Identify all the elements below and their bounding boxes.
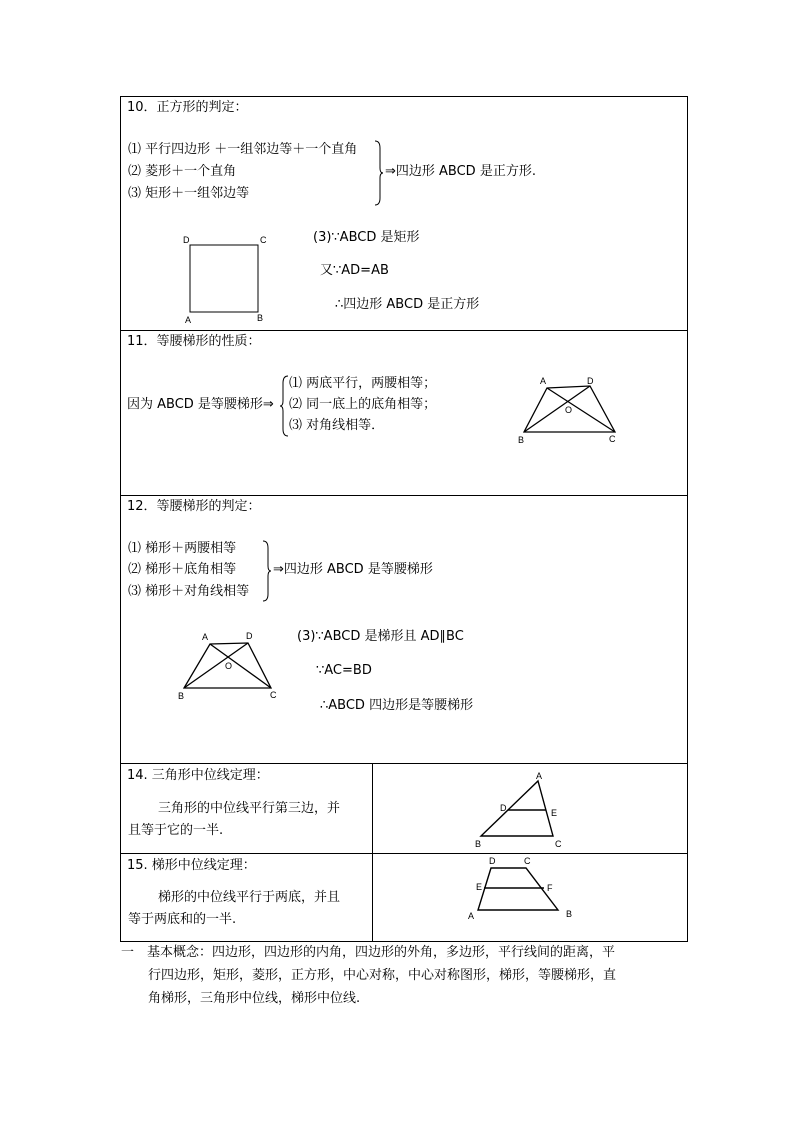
label-b: B xyxy=(257,313,264,323)
label-a: A xyxy=(540,376,547,386)
section-14-body-2: 且等于它的一半. xyxy=(128,823,224,838)
label-a: A xyxy=(202,632,209,642)
section-11-property-3: ⑶ 对角线相等． xyxy=(289,418,385,433)
section-11-property-1: ⑴ 两底平行，两腰相等； xyxy=(289,376,437,391)
label-d: D xyxy=(500,803,507,813)
footer-line-1: 一 基本概念：四边形，四边形的内角，四边形的外角，多边形，平行线间的距离，平 xyxy=(121,945,616,960)
section-10-brace xyxy=(374,140,384,206)
section-14-body-1: 三角形的中位线平行第三边，并 xyxy=(158,801,341,816)
section-10-proof-1: (3)∵ABCD 是矩形 xyxy=(313,230,420,245)
section-10-condition-2: ⑵ 菱形＋一个直角 xyxy=(128,164,237,179)
label-b: B xyxy=(566,909,573,919)
label-b: B xyxy=(518,435,525,445)
section-10-conclusion: ⇒四边形 ABCD 是正方形. xyxy=(385,164,536,179)
label-e: E xyxy=(551,808,558,818)
section-10-proof-3: ∴四边形 ABCD 是正方形 xyxy=(335,297,480,312)
label-c: C xyxy=(260,235,267,245)
section-12-brace xyxy=(262,540,272,602)
section-12-proof-2: ∵AC=BD xyxy=(316,663,372,678)
section-15-body-1: 梯形的中位线平行于两底，并且 xyxy=(158,890,341,905)
section-12-conclusion: ⇒四边形 ABCD 是等腰梯形 xyxy=(273,562,433,577)
section-11-lead: 因为 ABCD 是等腰梯形⇒ xyxy=(127,397,274,412)
square-figure xyxy=(180,232,275,331)
footer-line-2: 行四边形，矩形，菱形，正方形，中心对称，中心对称图形，梯形，等腰梯形，直 xyxy=(148,968,617,983)
section-12-proof-3: ∴ABCD 四边形是等腰梯形 xyxy=(320,698,474,713)
isosceles-trapezoid-figure-2 xyxy=(172,628,287,710)
label-a: A xyxy=(536,771,543,781)
isosceles-trapezoid-figure-1 xyxy=(510,372,625,454)
section-10-condition-3: ⑶ 矩形＋一组邻边等 xyxy=(128,186,250,201)
label-b: B xyxy=(178,691,185,701)
label-d: D xyxy=(489,856,496,866)
label-c: C xyxy=(270,690,277,700)
section-11-title: 11．等腰梯形的性质： xyxy=(127,334,261,349)
label-o: O xyxy=(565,405,573,415)
section-12-proof-1: (3)∵ABCD 是梯形且 AD∥BC xyxy=(297,629,464,644)
label-b: B xyxy=(475,839,482,849)
trapezoid-midline-figure xyxy=(462,854,582,928)
label-e: E xyxy=(476,882,483,892)
label-d: D xyxy=(183,235,190,245)
section-11-brace xyxy=(279,375,289,437)
label-a: A xyxy=(185,315,192,325)
section-12-condition-1: ⑴ 梯形＋两腰相等 xyxy=(128,541,237,556)
label-d: D xyxy=(587,376,594,386)
section-10-title: 10．正方形的判定： xyxy=(127,100,248,115)
footer-line-3: 角梯形，三角形中位线，梯形中位线. xyxy=(148,991,361,1006)
triangle-midline-figure xyxy=(470,768,570,856)
label-a: A xyxy=(468,911,475,921)
label-c: C xyxy=(555,839,562,849)
label-c: C xyxy=(524,856,531,866)
section-12-condition-2: ⑵ 梯形＋底角相等 xyxy=(128,562,237,577)
section-15-title: 15. 梯形中位线定理： xyxy=(127,858,256,873)
section-12-condition-3: ⑶ 梯形＋对角线相等 xyxy=(128,584,250,599)
label-f: F xyxy=(547,883,553,893)
section-11-property-2: ⑵ 同一底上的底角相等； xyxy=(289,397,437,412)
label-o: O xyxy=(225,661,233,671)
label-d: D xyxy=(246,631,253,641)
section-10-condition-1: ⑴ 平行四边形 ＋一组邻边等＋一个直角 xyxy=(128,142,358,157)
label-c: C xyxy=(609,434,616,444)
section-14-title: 14. 三角形中位线定理： xyxy=(127,768,269,783)
section-12-title: 12．等腰梯形的判定： xyxy=(127,499,261,514)
section-10-proof-2: 又∵AD=AB xyxy=(320,263,389,278)
section-15-body-2: 等于两底和的一半. xyxy=(128,912,237,927)
